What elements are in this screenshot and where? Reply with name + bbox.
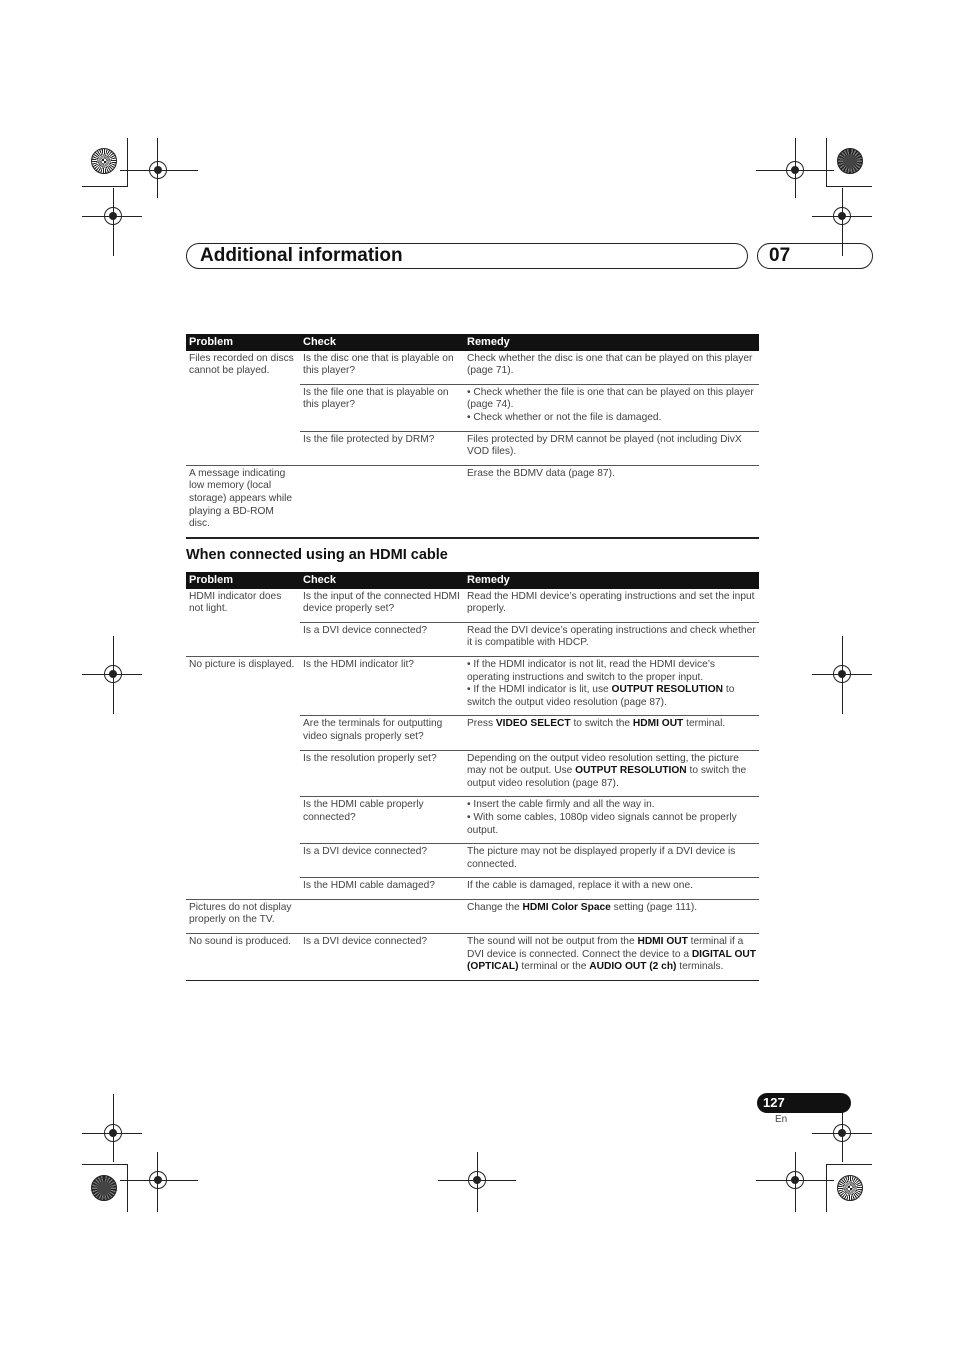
registration-star-icon: [837, 148, 863, 174]
remedy-cell: [464, 934, 759, 981]
remedy-text: terminal or the: [518, 961, 590, 973]
table-row: [186, 351, 759, 385]
remedy-text: Press: [467, 718, 496, 730]
problem-cell: A message indicating low memory (local storage) appears while playing a BD-ROM disc.: [186, 465, 300, 537]
section-heading: When connected using an HDMI cable: [186, 547, 448, 563]
remedy-text: terminals.: [676, 961, 724, 973]
remedy-keyword: HDMI OUT: [637, 936, 688, 948]
column-header-problem: Problem: [186, 334, 300, 351]
check-cell: Is the HDMI cable properly connected?: [300, 797, 464, 844]
remedy-cell: [464, 750, 759, 797]
remedy-keyword: VIDEO SELECT: [495, 718, 571, 730]
remedy-keyword: AUDIO OUT (2 ch): [589, 961, 677, 973]
remedy-text: Change the: [467, 901, 523, 913]
remedy-text: The sound will not be output from the: [467, 936, 638, 948]
remedy-cell: The picture may not be displayed properly if a DVI device is connected.: [464, 844, 759, 878]
remedy-text: to switch the output video resolution (page 87).: [467, 684, 735, 708]
page-language: En: [775, 1114, 788, 1125]
remedy-bullet: [467, 684, 756, 709]
remedy-text: Depending on the output video resolution setting, the picture may not be output. Use: [467, 752, 739, 777]
registration-star-icon: [91, 148, 117, 174]
column-header-check: Check: [300, 572, 464, 589]
page-number: 127: [763, 1095, 785, 1110]
column-header-problem: Problem: [186, 572, 300, 589]
problem-cell: HDMI indicator does not light.: [189, 590, 282, 615]
remedy-text: to switch the output video resolution (page 87).: [467, 765, 747, 789]
check-cell: Is the input of the connected HDMI device properly set?: [303, 590, 460, 615]
table-header-row: [186, 572, 759, 589]
check-cell: Is the HDMI cable damaged?: [300, 878, 464, 900]
check-cell: Is the file protected by DRM?: [300, 431, 464, 465]
check-cell: Is a DVI device connected?: [300, 622, 464, 656]
registration-star-icon: [91, 1175, 117, 1201]
column-header-check: Check: [300, 334, 464, 351]
column-header-remedy: Remedy: [464, 572, 759, 589]
remedy-cell: Check whether the disc is one that can be played on this player (page 71).: [467, 352, 753, 377]
check-cell: [300, 899, 464, 933]
check-cell: Is the file one that is playable on this player?: [300, 384, 464, 431]
remedy-keyword: OUTPUT RESOLUTION: [575, 765, 687, 777]
remedy-bullet: • If the HDMI indicator is not lit, read the HDMI device’s operating instructions and switch to the proper input.: [467, 658, 715, 683]
troubleshooting-table-hdmi: [186, 572, 759, 981]
remedy-cell: Read the HDMI device’s operating instructions and set the input properly.: [467, 590, 755, 615]
table-row: [186, 656, 759, 715]
chapter-number: 07: [769, 245, 791, 266]
remedy-cell: Files protected by DRM cannot be played (not including DivX VOD files).: [464, 431, 759, 465]
check-cell: [300, 465, 464, 537]
problem-cell: Files recorded on discs cannot be played.: [189, 352, 294, 377]
remedy-cell: Erase the BDMV data (page 87).: [464, 465, 759, 537]
check-cell: Are the terminals for outputting video signals properly set?: [300, 716, 464, 750]
remedy-text: terminal if a DVI device is connected. Connect the device to a: [467, 936, 744, 960]
remedy-bullet: • Check whether or not the file is damaged.: [467, 411, 662, 423]
remedy-bullet: • Insert the cable firmly and all the way in.: [467, 799, 655, 811]
check-cell: Is a DVI device connected?: [300, 934, 464, 981]
table-row: [186, 589, 759, 623]
check-cell: Is the HDMI indicator lit?: [300, 656, 464, 715]
table-row: [186, 899, 759, 933]
remedy-cell: [464, 899, 759, 933]
column-header-remedy: Remedy: [464, 334, 759, 351]
problem-cell: No picture is displayed.: [186, 656, 300, 899]
remedy-keyword: OUTPUT RESOLUTION: [611, 684, 724, 696]
remedy-text: terminal.: [683, 718, 726, 730]
table-row: [186, 465, 759, 537]
table-header-row: [186, 334, 759, 351]
remedy-text: setting (page 111).: [610, 901, 698, 913]
remedy-keyword: HDMI Color Space: [522, 901, 611, 913]
remedy-text: to switch the: [570, 718, 633, 730]
remedy-keyword: HDMI OUT: [632, 718, 684, 730]
remedy-cell: [464, 797, 759, 844]
check-cell: Is a DVI device connected?: [300, 844, 464, 878]
registration-star-icon: [837, 1175, 863, 1201]
problem-cell: No sound is produced.: [186, 934, 300, 981]
remedy-text: • If the HDMI indicator is lit, use: [467, 684, 612, 696]
remedy-cell: Read the DVI device’s operating instructions and check whether it is compatible with HDCP.: [464, 622, 759, 656]
remedy-bullet: • With some cables, 1080p video signals cannot be properly output.: [467, 811, 737, 836]
chapter-title: Additional information: [200, 245, 403, 266]
remedy-cell: If the cable is damaged, replace it with a new one.: [464, 878, 759, 900]
check-cell: Is the disc one that is playable on this player?: [303, 352, 454, 377]
remedy-bullet: • Check whether the file is one that can be played on this player (page 74).: [467, 386, 754, 411]
troubleshooting-table-discs: [186, 334, 759, 539]
remedy-cell: [464, 656, 759, 715]
remedy-cell: [464, 384, 759, 431]
table-row: [186, 934, 759, 981]
remedy-keyword: DIGITAL OUT (OPTICAL): [467, 948, 756, 973]
check-cell: Is the resolution properly set?: [300, 750, 464, 797]
remedy-cell: [464, 716, 759, 750]
problem-cell: Pictures do not display properly on the TV.: [186, 899, 300, 933]
